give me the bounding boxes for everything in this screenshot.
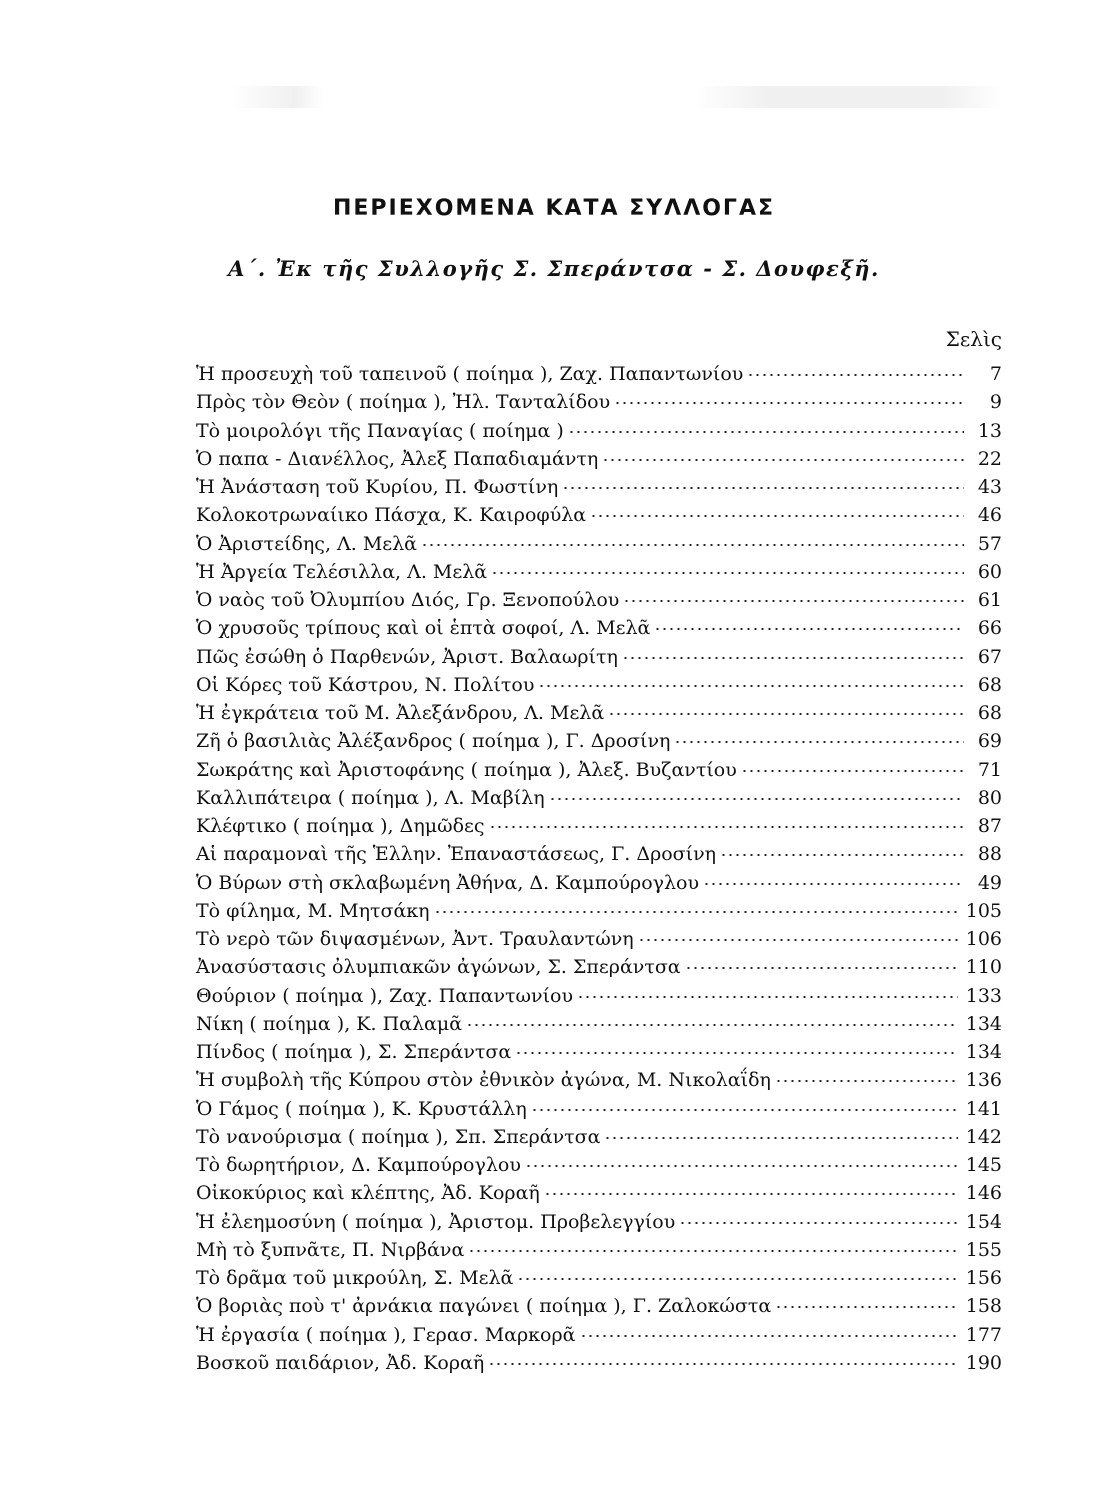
toc-entry-title: Οἰκοκύριος καὶ κλέπτης, Ἀδ. Κοραῆ [196,1182,540,1205]
toc-entry-title: Πίνδος ( ποίημα ), Σ. Σπεράντσα [196,1041,512,1063]
toc-entry [196,558,1002,586]
toc-entry-title: Κλέφτικο ( ποίημα ), Δημῶδες [196,815,485,837]
toc-entry-title: Τὸ δρᾶμα τοῦ μικρούλη, Σ. Μελᾶ [196,1267,514,1289]
dot-leader [703,883,964,885]
dot-leader [489,826,965,828]
toc-entry-page: 136 [965,1069,1002,1092]
toc-entry-title: Ὁ Ἀριστείδης, Λ. Μελᾶ [196,532,417,555]
toc-entry-title: Πρὸς τὸν Θεὸν ( ποίημα ), Ἠλ. Τανταλίδου [196,391,611,414]
toc-entry [196,1151,1002,1179]
toc-entry [196,1038,1002,1066]
toc-entry-title: Σωκράτης καὶ Ἀριστοφάνης ( ποίημα ), Ἀλεξ. Βυζαντίου [196,758,737,781]
toc-entry-page: 106 [965,928,1002,950]
toc-entry-page: 88 [977,843,1002,866]
dot-leader [720,854,964,856]
toc-entry-page: 46 [977,504,1002,527]
dot-leader [538,685,964,687]
toc-entry-page: 60 [977,560,1002,583]
toc-entry-page: 43 [977,476,1002,498]
toc-entry-title: Τὸ μοιρολόγι τῆς Παναγίας ( ποίημα ) [196,419,564,442]
toc-entry-page: 134 [965,1012,1002,1035]
toc-entry [196,869,1002,897]
toc-entry-title: Ἀνασύστασις ὀλυμπιακῶν ἀγώνων, Σ. Σπεράντσα [196,956,681,979]
toc-entry [196,501,1002,529]
dot-leader [531,1109,958,1111]
toc-entry-page: 158 [965,1295,1002,1318]
toc-entry-title: Μὴ τὸ ξυπνᾶτε, Π. Νιρβάνα [196,1238,465,1261]
dot-leader [741,770,964,772]
toc-entry-title: Ἡ προσευχὴ τοῦ ταπεινοῦ ( ποίημα ), Ζαχ. Παπαντωνίου [196,363,744,385]
dot-leader [421,544,964,546]
toc-entry-page: 177 [965,1323,1002,1346]
toc-entry-page: 66 [977,617,1002,640]
toc-entry-title: Ὁ βοριὰς ποὺ τ' ἀρνάκια παγώνει ( ποίημα ), Γ. Ζαλοκώστα [196,1295,772,1318]
dot-leader [491,572,964,574]
dot-leader [679,1222,957,1224]
dot-leader [580,1335,958,1337]
dot-leader [488,1363,957,1365]
toc-entry-page: 80 [977,786,1002,809]
dot-leader [434,911,958,913]
toc-entry-title: Τὸ νανούρισμα ( ποίημα ), Σπ. Σπεράντσα [196,1125,601,1148]
toc-entry [196,1349,1002,1377]
toc-entry [196,727,1002,755]
dot-leader [608,713,964,715]
toc-entry [196,953,1002,981]
toc-entry-page: 110 [965,956,1002,979]
toc-entry [196,1179,1002,1207]
toc-entry-title: Ὁ Γάμος ( ποίημα ), Κ. Κρυστάλλη [196,1097,527,1120]
toc-entry-page: 142 [965,1125,1002,1148]
toc-entry-page: 145 [965,1154,1002,1176]
dot-leader [623,600,964,602]
toc-entry [196,1321,1002,1349]
toc-entry [196,1292,1002,1320]
dot-leader [562,487,964,489]
toc-entry [196,530,1002,558]
dot-leader [614,402,964,404]
toc-entry-page: 68 [977,673,1002,696]
toc-entry-page: 49 [977,871,1002,894]
toc-entry-page: 67 [977,645,1002,668]
dot-leader [515,1052,958,1054]
toc-entry-page: 156 [965,1267,1002,1289]
dot-leader [775,1080,958,1082]
toc-entry-title: Ἡ Ἀργεία Τελέσιλλα, Λ. Μελᾶ [196,560,488,583]
toc-entry-page: 155 [965,1238,1002,1261]
toc-entry-title: Ἡ συμβολὴ τῆς Κύπρου στὸν ἐθνικὸν ἀγώνα, Μ. Νικολαΐδη [196,1069,771,1092]
dot-leader [604,1137,957,1139]
toc-entry [196,586,1002,614]
toc-entry [196,1208,1002,1236]
toc-entry-page: 133 [965,984,1002,1007]
dot-leader [674,741,964,743]
dot-leader [747,374,964,376]
toc-entry [196,614,1002,642]
toc-entry-title: Τὸ νερὸ τῶν διψασμένων, Ἀντ. Τραυλαντώνη [196,928,634,950]
section-subtitle: Α΄. Ἐκ τῆς Συλλογῆς Σ. Σπεράντσα - Σ. Δουφεξῆ. [228,256,880,281]
toc-entry [196,1066,1002,1094]
dot-leader [590,515,964,517]
toc-entry-title: Ἡ ἐγκράτεια τοῦ Μ. Ἀλεξάνδρου, Λ. Μελᾶ [196,702,605,724]
toc-entry [196,417,1002,445]
toc-entry [196,1264,1002,1292]
toc-entry-title: Ἡ Ἀνάσταση τοῦ Κυρίου, Π. Φωστίνη [196,476,559,498]
toc-entry-page: 134 [965,1041,1002,1063]
toc-entry-title: Ὁ Βύρων στὴ σκλαβωμένη Ἀθήνα, Δ. Καμπούρογλου [196,871,700,894]
toc-entry-title: Καλλιπάτειρα ( ποίημα ), Λ. Μαβίλη [196,786,545,809]
toc-entry-title: Θούριον ( ποίημα ), Ζαχ. Παπαντωνίου [196,984,574,1007]
table-of-contents [196,360,1002,1377]
toc-entry-title: Αἱ παραμοναὶ τῆς Ἑλλην. Ἐπαναστάσεως, Γ. Δροσίνη [196,843,717,866]
dot-leader [638,939,958,941]
toc-entry-page: 22 [977,447,1002,470]
toc-entry-title: Ὁ ναὸς τοῦ Ὀλυμπίου Διός, Γρ. Ξενοπούλου [196,589,620,611]
toc-entry-title: Ὁ χρυσοῦς τρίπους καὶ οἱ ἑπτὰ σοφοί, Λ. Μελᾶ [196,617,651,640]
toc-entry [196,445,1002,473]
toc-entry-page: 7 [989,363,1002,385]
toc-entry [196,699,1002,727]
toc-entry-title: Οἱ Κόρες τοῦ Κάστρου, Ν. Πολίτου [196,673,535,696]
toc-entry-page: 71 [977,758,1002,781]
toc-entry-page: 69 [977,730,1002,753]
dot-leader [568,431,964,433]
page-title: ΠΕΡΙΕΧΟΜΕΝΑ ΚΑΤΑ ΣΥΛΛΟΓΑΣ [332,196,775,221]
dot-leader [685,967,958,969]
dot-leader [466,1024,958,1026]
toc-entry [196,784,1002,812]
page-column-label: Σελὶς [945,327,1002,351]
toc-entry [196,360,1002,388]
toc-entry [196,840,1002,868]
toc-entry-title: Κολοκοτρωναίικο Πάσχα, Κ. Καιροφύλα [196,504,587,527]
toc-entry-page: 190 [965,1351,1002,1374]
toc-entry-page: 13 [977,419,1002,442]
toc-entry-title: Ὁ παπα - Διανέλλος, Ἀλεξ Παπαδιαμάντη [196,447,599,470]
toc-entry [196,473,1002,501]
dot-leader [525,1165,958,1167]
toc-entry-title: Πῶς ἐσώθη ὁ Παρθενών, Ἀριστ. Βαλαωρίτη [196,645,618,668]
dot-leader [549,798,964,800]
toc-entry [196,812,1002,840]
toc-entry [196,1236,1002,1264]
toc-entry-page: 57 [977,532,1002,555]
dot-leader [775,1306,958,1308]
toc-entry-title: Τὸ δωρητήριον, Δ. Καμπούρογλου [196,1154,521,1176]
dot-leader [468,1250,957,1252]
toc-entry [196,925,1002,953]
toc-entry-page: 154 [965,1210,1002,1233]
toc-entry [196,897,1002,925]
toc-entry [196,671,1002,699]
toc-entry-page: 9 [989,391,1002,414]
toc-entry-title: Βοσκοῦ παιδάριον, Ἀδ. Κοραῆ [196,1351,485,1374]
dot-leader [544,1193,958,1195]
toc-entry [196,1010,1002,1038]
toc-entry-page: 61 [977,589,1002,611]
dot-leader [602,459,964,461]
toc-entry-title: Ἡ ἐργασία ( ποίημα ), Γερασ. Μαρκορᾶ [196,1323,576,1346]
toc-entry [196,1123,1002,1151]
toc-entry-page: 105 [965,899,1002,922]
toc-entry-title: Ἡ ἐλεημοσύνη ( ποίημα ), Ἀριστομ. Προβελεγγίου [196,1210,676,1233]
toc-entry-title: Νίκη ( ποίημα ), Κ. Παλαμᾶ [196,1012,463,1035]
toc-entry-page: 68 [977,702,1002,724]
bleed-through-header [232,86,1002,108]
toc-entry-title: Ζῆ ὁ βασιλιὰς Ἀλέξανδρος ( ποίημα ), Γ. Δροσίνη [196,730,671,753]
toc-entry-page: 146 [965,1182,1002,1205]
dot-leader [517,1278,957,1280]
toc-entry [196,388,1002,416]
toc-entry-title: Τὸ φίλημα, Μ. Μητσάκη [196,899,430,922]
toc-entry-page: 87 [977,815,1002,837]
dot-leader [654,628,964,630]
toc-entry [196,1095,1002,1123]
dot-leader [577,996,958,998]
toc-entry-page: 141 [965,1097,1002,1120]
toc-entry [196,756,1002,784]
toc-entry [196,643,1002,671]
toc-entry [196,982,1002,1010]
dot-leader [622,657,964,659]
